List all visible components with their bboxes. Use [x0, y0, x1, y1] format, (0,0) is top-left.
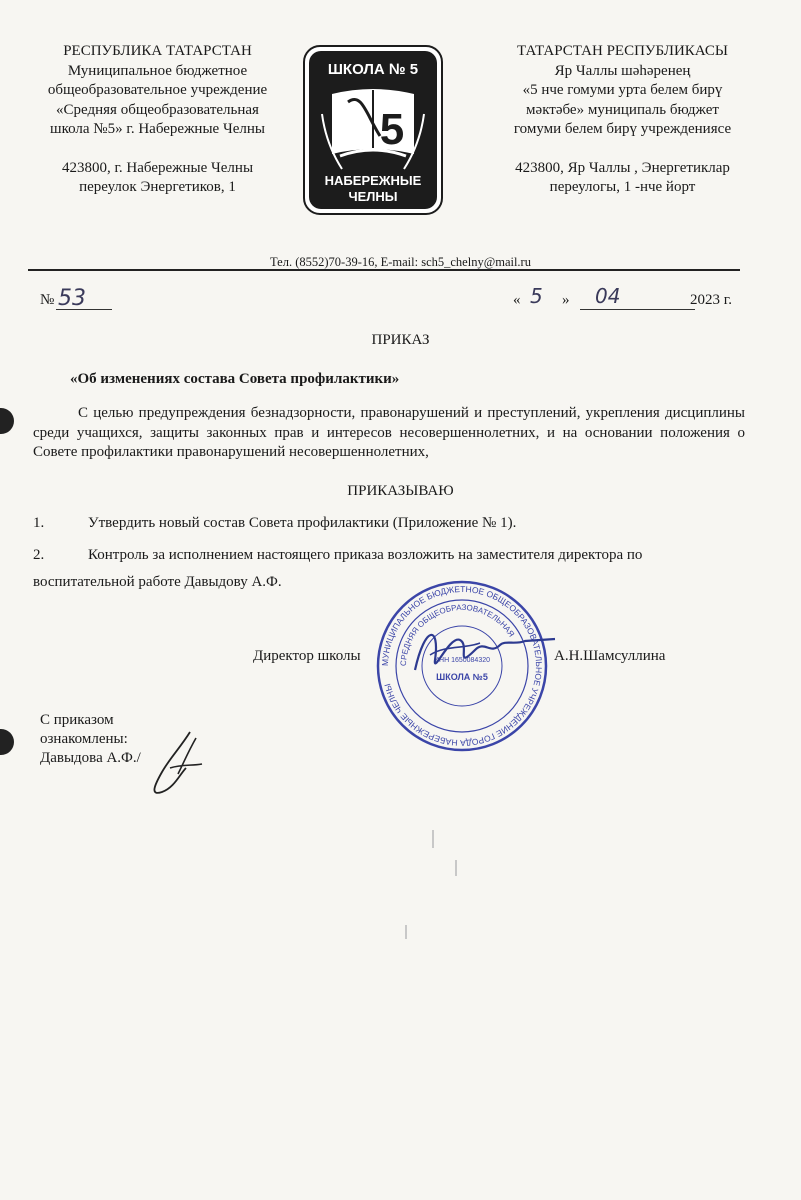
orders-heading: ПРИКАЗЫВАЮ	[347, 483, 454, 499]
logo-number: 5	[379, 105, 405, 154]
director-title: Директор школы	[253, 648, 361, 664]
order-item-number: 2.	[33, 547, 45, 563]
header-left-line: РЕСПУБЛИКА ТАТАРСТАН	[63, 43, 252, 59]
header-left	[30, 42, 285, 198]
order-number-value: 53	[58, 286, 86, 311]
header-right-line: 423800, Яр Чаллы , Энергетиклар	[515, 159, 730, 176]
header-left-line: Муниципальное бюджетное	[67, 62, 248, 79]
date-close-quote: »	[562, 292, 570, 308]
logo-top-text: ШКОЛА № 5	[327, 61, 419, 78]
header-left-line: общеобразовательное учреждение	[47, 82, 268, 98]
stamp-ids: ИНН 1650084320	[433, 657, 491, 664]
header-divider	[28, 269, 740, 271]
document-body: С целью предупреждения безнадзорности, правонарушений и преступлений, укрепления дисциплины среди учащихся, защиты законных прав и интересов несовершеннолетних, и на основании положения о Совете профилактики правонарушений несовершеннолетних,	[33, 405, 745, 460]
document-title: ПРИКАЗ	[371, 332, 430, 348]
director-name: А.Н.Шамсуллина	[554, 648, 666, 664]
header-right-line: ТАТАРСТАН РЕСПУБЛИКАСЫ	[517, 43, 728, 59]
order-item	[33, 510, 745, 537]
stamp-center-text: ШКОЛА №5	[436, 672, 488, 682]
header-right-line: мәктәбе» муниципаль бюджет	[526, 101, 719, 118]
acknowledgement-line: С приказом	[40, 712, 114, 728]
header-right	[470, 42, 775, 198]
date-month: 04	[595, 284, 621, 308]
order-number-underline	[56, 309, 112, 310]
contacts-line: Тел. (8552)70-39-16, E-mail: sch5_chelny@mail.ru	[270, 255, 531, 269]
order-item-text: Контроль за исполнением настоящего приказа возложить на заместителя директора по воспитательной работе Давыдову А.Ф.	[33, 547, 643, 590]
order-item-number: 1.	[33, 515, 45, 531]
header-right-line: Яр Чаллы шәһәренең	[554, 62, 691, 79]
order-number-date-row	[40, 284, 740, 320]
header-left-line: «Средняя общеобразовательная	[56, 101, 259, 118]
date-open-quote: «	[513, 292, 521, 308]
logo-bottom-text: НАБЕРЕЖНЫЕ	[324, 173, 422, 188]
header-right-line: переулогы, 1 -нче йорт	[549, 179, 696, 195]
order-number-label: №	[40, 292, 55, 308]
date-underline	[580, 309, 695, 310]
header-right-line: гомуми белем бирү учреждениясе	[513, 121, 732, 137]
school-logo	[302, 44, 444, 216]
logo-bottom-text: ЧЕЛНЫ	[348, 189, 398, 204]
document-subject: «Об изменениях состава Совета профилактики»	[70, 371, 400, 387]
director-signature	[405, 615, 565, 685]
acknowledgement-block	[40, 711, 141, 768]
punch-hole	[0, 408, 14, 434]
acknowledgement-line: ознакомлены:	[40, 731, 128, 747]
acknowledgement-line: Давыдова А.Ф./	[40, 750, 141, 766]
date-year: 2023 г.	[690, 292, 732, 308]
header-left-line: 423800, г. Набережные Челны	[61, 159, 254, 176]
stamp-inner-text: СРЕДНЯЯ ОБЩЕОБРАЗОВАТЕЛЬНАЯ	[398, 602, 517, 667]
punch-hole	[0, 729, 14, 755]
header-left-line: переулок Энергетиков, 1	[79, 179, 236, 195]
order-item-text: Утвердить новый состав Совета профилактики (Приложение № 1).	[88, 515, 517, 531]
header-right-line: «5 нче гомуми урта белем бирү	[522, 82, 723, 98]
header-left-line: школа №5» г. Набережные Челны	[50, 121, 265, 137]
date-day: 5	[530, 284, 543, 308]
acknowledgement-signature	[140, 728, 212, 800]
stamp-ring-text: МУНИЦИПАЛЬНОЕ БЮДЖЕТНОЕ ОБЩЕОБРАЗОВАТЕЛЬНОЕ УЧРЕЖДЕНИЕ ГОРОДА НАБЕРЕЖНЫЕ ЧЕЛНЫ	[379, 583, 545, 749]
